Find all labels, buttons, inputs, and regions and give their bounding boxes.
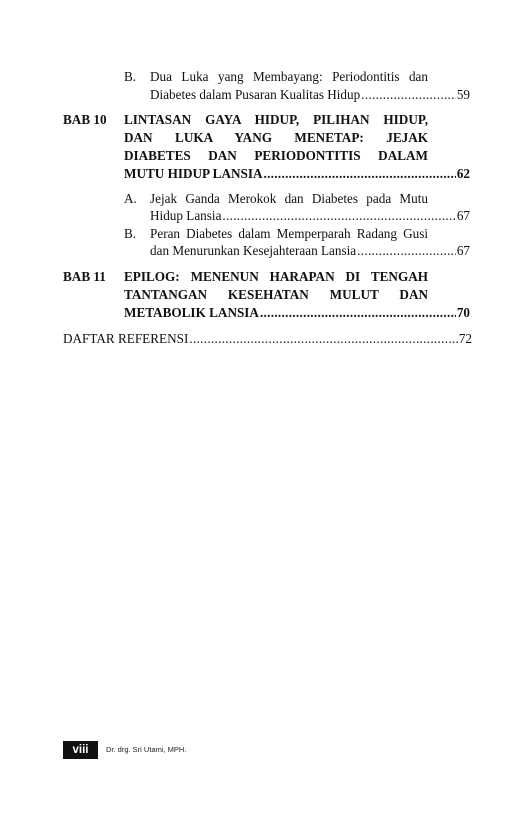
toc-entry-title-line: Peran Diabetes dalam Memperparah Radang Gusi xyxy=(150,226,428,241)
dot-leader xyxy=(222,207,455,224)
references-title: DAFTAR REFERENSI xyxy=(63,331,189,346)
dot-leader xyxy=(189,330,457,347)
chapter-title-line: DAN LUKA YANG MENETAP: JEJAK xyxy=(124,130,428,145)
toc-entry-title-line: Jejak Ganda Merokok dan Diabetes pada Mutu xyxy=(150,191,428,206)
dot-leader xyxy=(260,304,456,321)
toc-entry-title-text: Diabetes dalam Pusaran Kualitas Hidup xyxy=(150,87,361,102)
toc-page-number: 59 xyxy=(456,87,470,102)
toc-entry-title-line xyxy=(150,207,470,224)
toc-page-number: 67 xyxy=(456,208,470,223)
chapter-title-line: TANTANGAN KESEHATAN MULUT DAN xyxy=(124,287,428,302)
chapter-title-line xyxy=(124,165,470,182)
toc-entry-marker: B. xyxy=(124,226,137,241)
toc-entry-title-text: Hidup Lansia xyxy=(150,208,222,223)
chapter-title-line: LINTASAN GAYA HIDUP, PILIHAN HIDUP, xyxy=(124,112,428,127)
chapter-title-line xyxy=(124,304,470,321)
footer-author: Dr. drg. Sri Utami, MPH. xyxy=(106,745,187,754)
toc-entry-title-text: dan Menurunkan Kesejahteraan Lansia xyxy=(150,243,357,258)
toc-entry-title-line: Dua Luka yang Membayang: Periodontitis dan xyxy=(150,69,428,84)
dot-leader xyxy=(263,165,455,182)
toc-entry-marker: A. xyxy=(124,191,137,206)
chapter-title-line: EPILOG: MENENUN HARAPAN DI TENGAH xyxy=(124,269,428,284)
chapter-title-line: DIABETES DAN PERIODONTITIS DALAM xyxy=(124,148,428,163)
dot-leader xyxy=(357,242,456,259)
toc-entry-title-line xyxy=(150,86,470,103)
toc-page-number: 67 xyxy=(456,243,470,258)
chapter-label: BAB 10 xyxy=(63,112,107,127)
toc-page-number: 70 xyxy=(456,305,470,320)
toc-entry-marker: B. xyxy=(124,69,137,84)
chapter-title-text: METABOLIK LANSIA xyxy=(124,305,259,320)
chapter-label: BAB 11 xyxy=(63,269,106,284)
dot-leader xyxy=(361,86,456,103)
toc-page-number: 72 xyxy=(458,331,472,346)
toc-page-number: 62 xyxy=(456,166,470,181)
references-line xyxy=(63,330,472,347)
chapter-title-text: MUTU HIDUP LANSIA xyxy=(124,166,263,181)
footer-page-number: viii xyxy=(63,741,98,759)
toc-entry-title-line xyxy=(150,242,470,259)
